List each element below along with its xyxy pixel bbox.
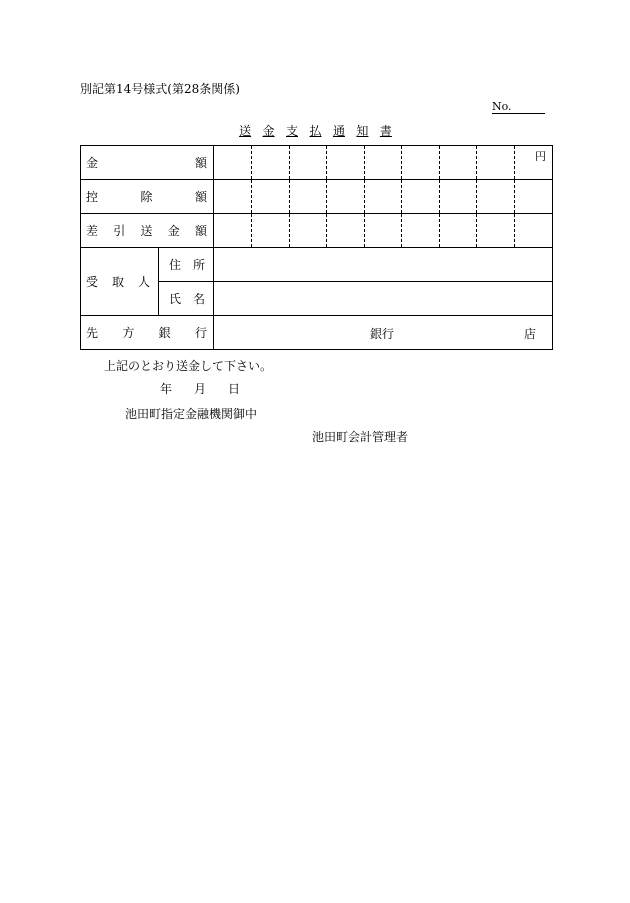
label-char: 額 bbox=[194, 224, 207, 238]
digit-cell[interactable] bbox=[477, 146, 515, 180]
digit-cell[interactable] bbox=[515, 214, 553, 248]
document-number-label: No. bbox=[492, 100, 545, 114]
digit-cell[interactable] bbox=[290, 146, 327, 180]
digit-cell[interactable] bbox=[327, 214, 365, 248]
digit-cell[interactable] bbox=[440, 214, 477, 248]
title-char: 通 bbox=[332, 124, 345, 138]
digit-cell[interactable] bbox=[252, 146, 290, 180]
signatory: 池田町会計管理者 bbox=[312, 430, 409, 444]
digit-cell[interactable] bbox=[290, 180, 327, 214]
amount-label-cell bbox=[81, 146, 214, 180]
remittance-form-table bbox=[80, 145, 553, 350]
label-char: 引 bbox=[113, 224, 126, 238]
digit-cell[interactable] bbox=[440, 180, 477, 214]
yen-unit: 円 bbox=[535, 150, 546, 163]
digit-cell[interactable] bbox=[365, 146, 402, 180]
deduction-row bbox=[81, 180, 553, 214]
label-char: 額 bbox=[194, 156, 207, 170]
digit-cell[interactable] bbox=[252, 180, 290, 214]
address-field[interactable] bbox=[214, 248, 553, 282]
label-char: 人 bbox=[137, 275, 150, 289]
label-char: 方 bbox=[122, 326, 135, 340]
name-field[interactable] bbox=[214, 282, 553, 316]
bank-label-cell bbox=[81, 316, 214, 350]
digit-cell[interactable] bbox=[440, 146, 477, 180]
name-label-cell bbox=[159, 282, 214, 316]
label-char: 先 bbox=[86, 326, 99, 340]
label-char: 受 bbox=[86, 275, 99, 289]
digit-cell[interactable] bbox=[477, 214, 515, 248]
address-row bbox=[81, 248, 553, 282]
branch-word: 店 bbox=[523, 327, 536, 341]
label-char: 送 bbox=[140, 224, 153, 238]
digit-cell[interactable] bbox=[214, 214, 252, 248]
digit-cell[interactable] bbox=[402, 180, 440, 214]
label-char: 名 bbox=[192, 292, 205, 306]
label-char: 金 bbox=[86, 156, 99, 170]
digit-cell[interactable] bbox=[327, 146, 365, 180]
digit-cell[interactable] bbox=[515, 180, 553, 214]
remittance-request-note: 上記のとおり送金して下さい。 bbox=[104, 359, 273, 373]
digit-cell[interactable] bbox=[365, 214, 402, 248]
title-char: 支 bbox=[286, 124, 299, 138]
label-char: 銀 bbox=[158, 326, 171, 340]
bank-row bbox=[81, 316, 553, 350]
digit-cell[interactable] bbox=[365, 180, 402, 214]
title-char: 払 bbox=[309, 124, 322, 138]
bank-field[interactable] bbox=[214, 316, 553, 350]
recipient-label-cell bbox=[81, 248, 159, 316]
label-char: 差 bbox=[86, 224, 99, 238]
net-amount-row bbox=[81, 214, 553, 248]
bank-word: 銀行 bbox=[370, 327, 395, 341]
title-char: 書 bbox=[379, 124, 392, 138]
day-label: 日 bbox=[227, 382, 240, 396]
amount-row bbox=[81, 146, 553, 180]
addressee: 池田町指定金融機関御中 bbox=[125, 407, 258, 421]
title-char: 送 bbox=[239, 124, 252, 138]
digit-cell[interactable] bbox=[252, 214, 290, 248]
digit-cell[interactable] bbox=[515, 146, 553, 180]
label-char: 氏 bbox=[169, 292, 182, 306]
net-amount-label-cell bbox=[81, 214, 214, 248]
label-char: 額 bbox=[194, 190, 207, 204]
form-reference: 別記第14号様式(第28条関係) bbox=[80, 82, 240, 96]
digit-cell[interactable] bbox=[402, 146, 440, 180]
digit-cell[interactable] bbox=[327, 180, 365, 214]
digit-cell[interactable] bbox=[214, 180, 252, 214]
label-char: 所 bbox=[192, 258, 205, 272]
digit-cell[interactable] bbox=[214, 146, 252, 180]
label-char: 行 bbox=[194, 326, 207, 340]
label-char: 除 bbox=[140, 190, 153, 204]
label-char: 金 bbox=[167, 224, 180, 238]
digit-cell[interactable] bbox=[290, 214, 327, 248]
deduction-label-cell bbox=[81, 180, 214, 214]
digit-cell[interactable] bbox=[477, 180, 515, 214]
address-label-cell bbox=[159, 248, 214, 282]
label-char: 控 bbox=[86, 190, 99, 204]
year-label: 年 bbox=[160, 382, 173, 396]
month-label: 月 bbox=[193, 382, 206, 396]
document-title bbox=[80, 122, 551, 139]
digit-cell[interactable] bbox=[402, 214, 440, 248]
date-line bbox=[160, 380, 240, 397]
label-char: 住 bbox=[169, 258, 182, 272]
label-char: 取 bbox=[111, 275, 124, 289]
title-char: 金 bbox=[262, 124, 275, 138]
title-char: 知 bbox=[356, 124, 369, 138]
